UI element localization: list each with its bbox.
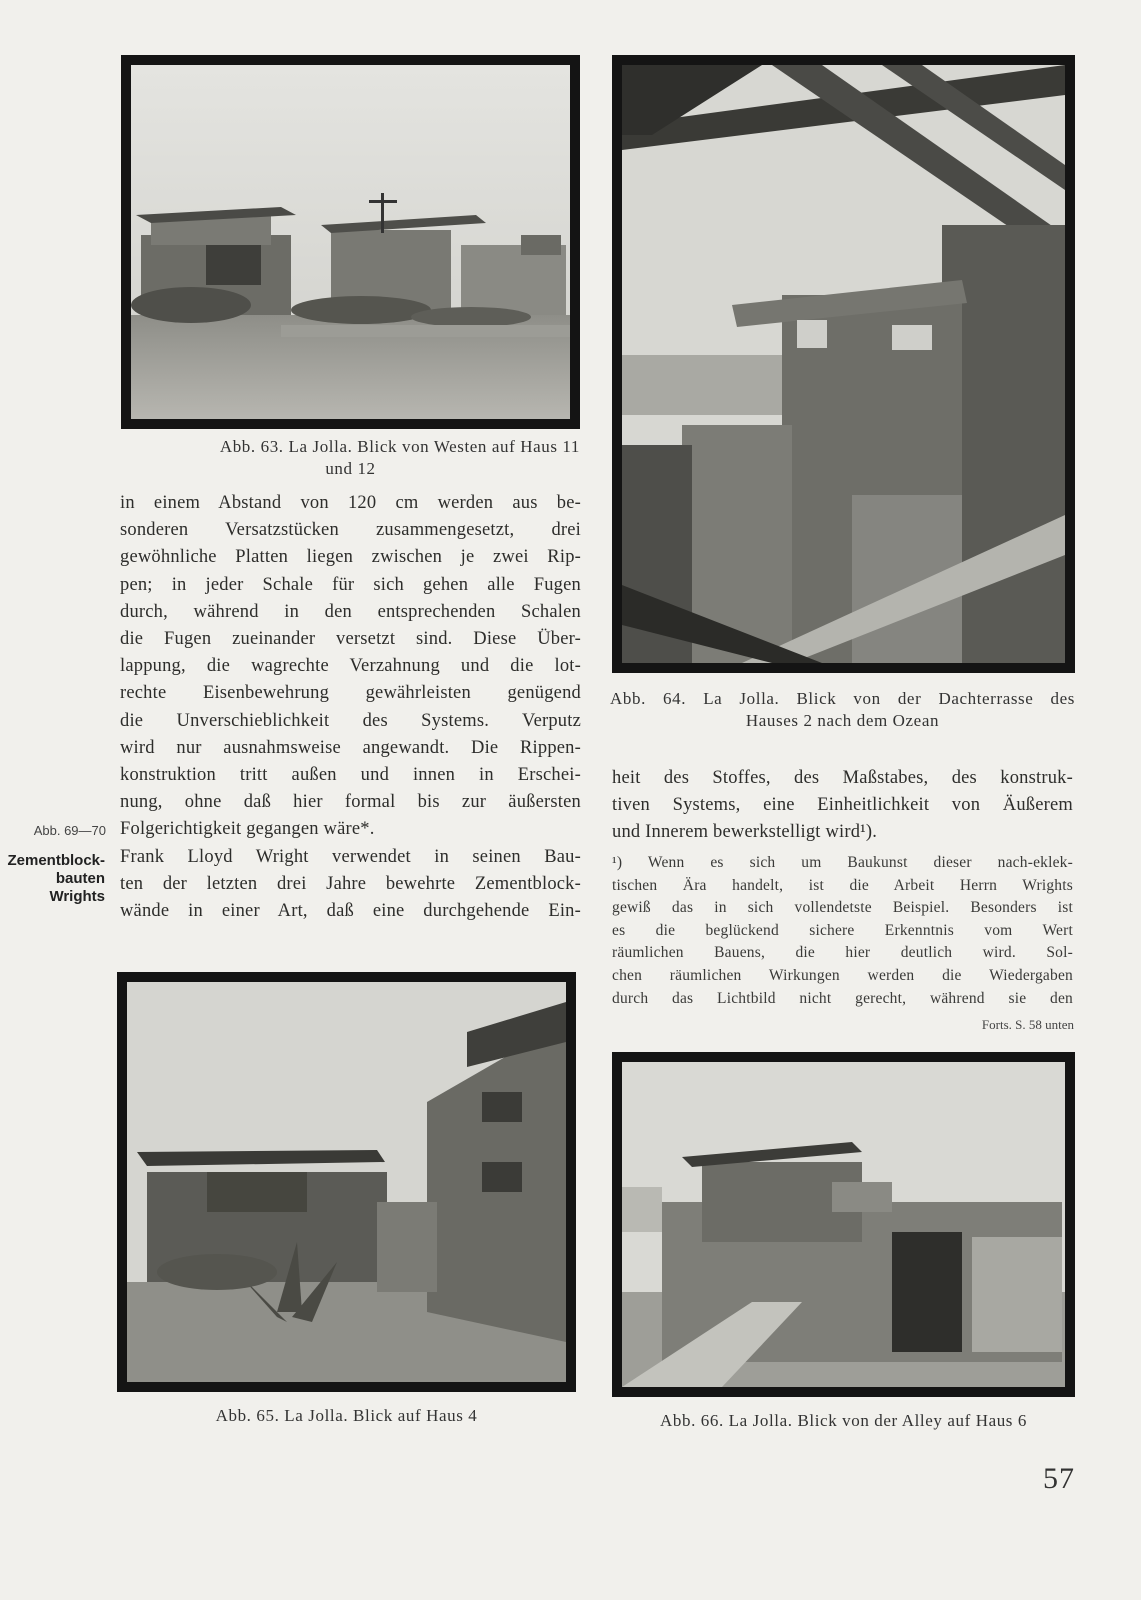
text-line: Folgerichtigkeit gegangen wäre*. [120,819,375,840]
text-line: wände in einer Art, daß eine durchgehende Ein- [120,901,581,922]
continued-note: Forts. S. 58 unten [981,1017,1074,1032]
figure-64-caption-line2: Hauses 2 nach dem Ozean [745,711,940,730]
house-11-12-illustration [131,65,570,419]
text-line: ten der letzten drei Jahre bewehrte Zementblock- [120,873,581,894]
text-line: pen; in jeder Schale für sich gehen alle Fugen [120,574,581,595]
text-line: konstruktion tritt außen und innen in Erschei- [120,765,581,786]
text-line: gewöhnliche Platten liegen zwischen je zwei Rip- [120,547,581,568]
footnote [612,852,1073,1010]
figure-64-photo [612,55,1075,673]
margin-figure-reference [0,823,106,838]
text-line: die Unverschieblichkeit des Systems. Verputz [120,710,581,731]
margin-heading-line3: Wrights [49,888,105,905]
margin-heading-line2: bauten [55,870,105,887]
text-line: nung, ohne daß hier formal bis zur äußersten [120,792,581,813]
house-6-illustration [622,1062,1065,1387]
text-line: tiven Systems, eine Einheitlichkeit von Äußerem [612,795,1073,816]
figure-66-photo [612,1052,1075,1397]
text-line: und Innerem bewerkstelligt wird¹). [612,822,878,843]
text-line: durch, während in den entsprechenden Schalen [120,601,581,622]
text-line: rechte Eisenbewehrung gewährleisten genügend [120,683,581,704]
text-line: in einem Abstand von 120 cm werden aus be- [120,493,581,513]
figure-64-caption [610,688,1075,732]
footnote-line: räumlichen Bauens, die hier deutlich wird. Sol- [612,944,1073,962]
footnote-line: gewiß das in sich vollendetste Beispiel. Besonders ist [612,899,1073,917]
text-line: die Fugen zueinander versetzt sind. Diese Über- [120,629,581,650]
figure-65-caption: Abb. 65. La Jolla. Blick auf Haus 4 [215,1406,478,1425]
text-line: Frank Lloyd Wright verwendet in seinen Bau- [120,846,581,867]
figure-63-caption [121,436,580,480]
text-line: wird nur ausnahmsweise angewandt. Die Rippen- [120,737,581,758]
left-column-text [120,490,581,925]
figure-63-caption-line2: und 12 [325,459,376,478]
text-line: sonderen Versatzstücken zusammengesetzt, drei [120,520,581,541]
house-4-illustration [127,982,566,1382]
roof-terrace-illustration [622,65,1065,663]
figure-65-photo [117,972,576,1392]
margin-heading [0,852,105,906]
figure-64-caption-line1: Abb. 64. La Jolla. Blick von der Dachterrasse des [610,689,1075,708]
right-column-text [612,765,1073,847]
figure-63-caption-line1: Abb. 63. La Jolla. Blick von Westen auf Haus 11 [219,437,580,456]
margin-ref-text: Abb. 69—70 [33,823,106,838]
margin-heading-line1: Zementblock- [7,852,105,869]
text-line: lappung, die wagrechte Verzahnung und die lot- [120,656,581,677]
figure-63-photo [121,55,580,429]
figure-66-caption: Abb. 66. La Jolla. Blick von der Alley auf Haus 6 [660,1411,1027,1430]
page-number: 57 [1043,1462,1075,1495]
footnote-line: tischen Ära handelt, ist die Arbeit Herrn Wrights [612,876,1073,894]
text-line: heit des Stoffes, des Maßstabes, des konstruk- [612,768,1073,788]
footnote-line: ¹) Wenn es sich um Baukunst dieser nach-eklek- [612,854,1073,871]
footnote-line: durch das Lichtbild nicht gerecht, während sie den [612,989,1073,1007]
footnote-line: es die beglückend sichere Erkenntnis vom Wert [612,921,1073,939]
footnote-line: chen räumlichen Wirkungen werden die Wiedergaben [612,966,1073,984]
